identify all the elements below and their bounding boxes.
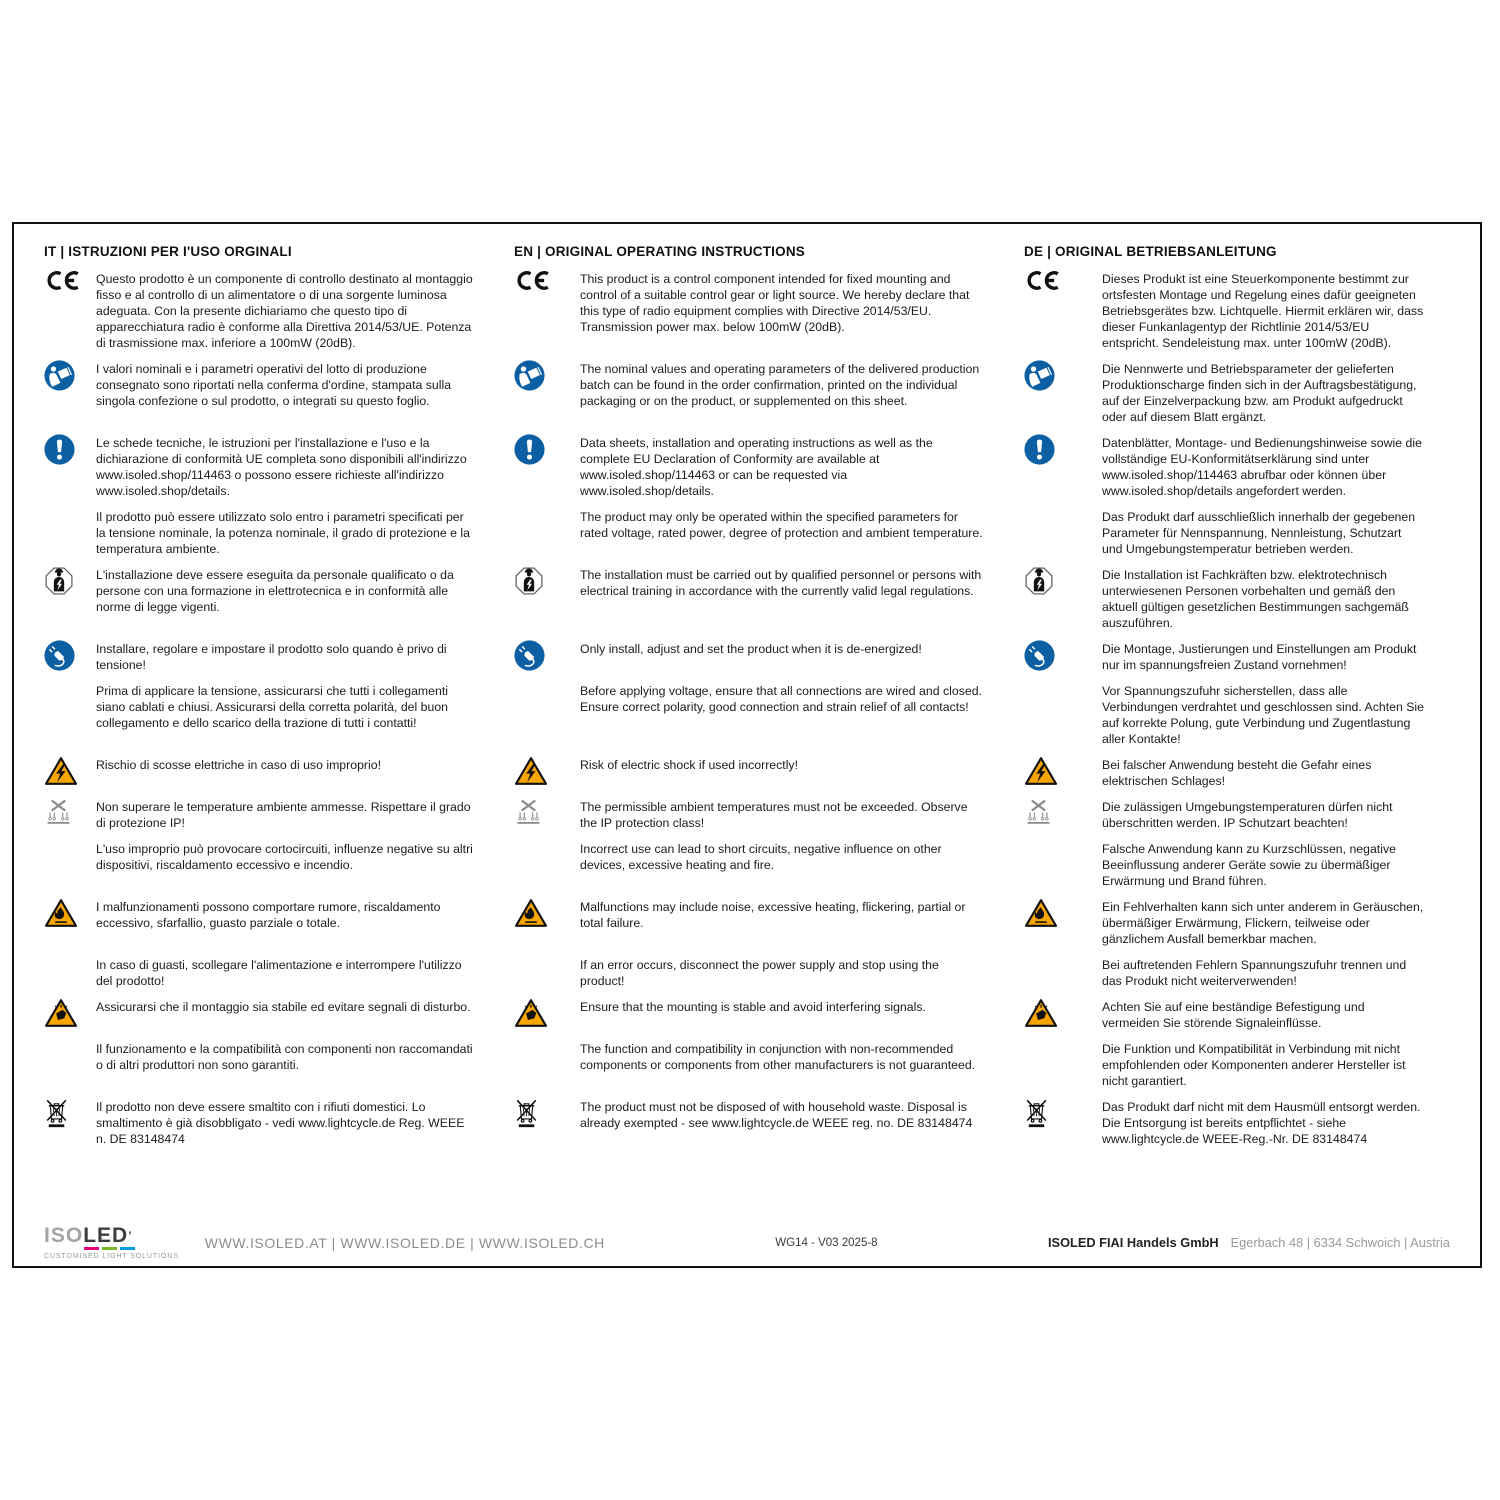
instruction-paragraph (1024, 957, 1424, 999)
temperature-limit-icon (1024, 798, 1102, 825)
instruction-paragraph (1024, 361, 1424, 435)
weee-disposal-icon (1024, 1098, 1102, 1129)
read-manual-icon (44, 360, 96, 391)
paragraph-text: Ensure that the mounting is stable and avoid interfering signals. (580, 1000, 926, 1014)
logo-led-text: LED (83, 1224, 129, 1247)
electric-shock-warning-icon (514, 756, 580, 786)
instruction-paragraph (514, 799, 984, 841)
isoled-logo (44, 1226, 179, 1260)
paragraph-text: Before applying voltage, ensure that all connections are wired and closed. Ensure correct polarity, good connection and strain relief of all contacts! (580, 684, 982, 714)
instruction-paragraph (44, 683, 474, 741)
paragraph-text: This product is a control component intended for fixed mounting and control of a suitable control gear or light source. We hereby declare that this type of radio equipment complies with Directive 2014/53/EU. Transmission power max. below 100mW (20dB). (580, 272, 970, 334)
logo-tick: ’ (128, 1229, 133, 1243)
company-name: ISOLED FIAI Handels GmbH (1047, 1235, 1219, 1250)
paragraph-text: The product may only be operated within the specified parameters for rated voltage, rated power, degree of protection and ambient temperature. (580, 510, 983, 540)
instruction-paragraph (44, 509, 474, 567)
paragraph-text: The nominal values and operating parameters of the delivered production batch can be found in the order confirmation, printed on the individual packaging or on the product, or supplemented on this sheet. (580, 362, 980, 408)
paragraph-text: Only install, adjust and set the product when it is de-energized! (580, 642, 922, 656)
paragraph-text: Datenblätter, Montage- und Bedienungshinweise sowie die vollständige EU-Konformitätserklärung sind unter www.isoled.shop/114463 abrufbar oder können über www.isoled.shop/details angefordert werden. (1102, 436, 1422, 498)
falling-warning-icon (514, 998, 580, 1028)
unplug-power-icon (44, 640, 96, 671)
instruction-paragraph (44, 1041, 474, 1083)
paragraph-text: L'uso improprio può provocare cortocircuiti, influenze negative su altri dispositivi, riscaldamento eccessivo e incendio. (96, 842, 473, 872)
instruction-paragraph (514, 841, 984, 883)
paragraph-text: Die Installation ist Fachkräften bzw. elektrotechnisch unterwiesenen Personen vorbehalten und gemäß den aktuell gültigen gesetzlichen Bestimmungen sachgemäß auszuführen. (1102, 568, 1409, 630)
paragraph-text: Bei falscher Anwendung besteht die Gefahr eines elektrischen Schlages! (1102, 758, 1372, 788)
paragraph-text: L'installazione deve essere eseguita da personale qualificato o da persone con una formazione in elettrotecnica e in conformità alle norme di legge vigenti. (96, 568, 454, 614)
instruction-paragraph (1024, 999, 1424, 1041)
paragraph-text: Il funzionamento e la compatibilità con componenti non raccomandati o di altri produttori non sono garantiti. (96, 1042, 473, 1072)
fire-warning-icon (514, 898, 580, 928)
instruction-paragraph (1024, 1041, 1424, 1099)
paragraph-text: The permissible ambient temperatures must not be exceeded. Observe the IP protection class! (580, 800, 968, 830)
instruction-paragraph (1024, 683, 1424, 757)
paragraph-text: Installare, regolare e impostare il prodotto solo quando è privo di tensione! (96, 642, 447, 672)
weee-disposal-icon (44, 1098, 96, 1129)
logo-color-bars (84, 1247, 179, 1250)
instruction-sheet (12, 222, 1482, 1268)
paragraph-text: Il prodotto può essere utilizzato solo entro i parametri specificati per la tensione nominale, la potenza nominale, il grado di protezione e la temperatura ambiente. (96, 510, 470, 556)
instruction-grid (44, 244, 1450, 1157)
electric-shock-warning-icon (1024, 756, 1102, 786)
instruction-paragraph (44, 567, 474, 625)
paragraph-text: Assicurarsi che il montaggio sia stabile ed evitare segnali di disturbo. (96, 1000, 471, 1014)
column-header-de: DE | ORIGINAL BETRIEBSANLEITUNG (1024, 244, 1277, 259)
paragraph-text: I malfunzionamenti possono comportare rumore, riscaldamento eccessivo, sfarfallio, guasto parziale o totale. (96, 900, 441, 930)
paragraph-text: The function and compatibility in conjunction with non-recommended components or components from other manufacturers is not guaranteed. (580, 1042, 976, 1072)
falling-warning-icon (44, 998, 96, 1028)
ce-mark-icon (514, 270, 580, 291)
paragraph-text: If an error occurs, disconnect the power supply and stop using the product! (580, 958, 939, 988)
electric-shock-warning-icon (44, 756, 96, 786)
instruction-paragraph (514, 999, 984, 1038)
instruction-paragraph (514, 683, 984, 725)
instruction-paragraph (1024, 435, 1424, 509)
attention-icon (44, 434, 96, 465)
instruction-paragraph (514, 641, 984, 681)
instruction-paragraph (514, 271, 984, 345)
logo-iso-text: ISO (44, 1224, 84, 1247)
unplug-power-icon (1024, 640, 1102, 671)
instruction-paragraph (514, 509, 984, 551)
instruction-paragraph (44, 361, 474, 419)
paragraph-text: In caso di guasti, scollegare l'alimentazione e interrompere l'utilizzo del prodotto! (96, 958, 462, 988)
electrician-icon (44, 566, 96, 596)
electrician-icon (514, 566, 580, 596)
instruction-paragraph (1024, 271, 1424, 361)
logo-bar-green (102, 1247, 117, 1250)
temperature-limit-icon (44, 798, 96, 825)
paragraph-text: Malfunctions may include noise, excessive heating, flickering, partial or total failure. (580, 900, 966, 930)
paragraph-text: Dieses Produkt ist eine Steuerkomponente bestimmt zur ortsfesten Montage und Regelung eines dafür geeigneten Betriebsgerätes bzw. Lichtquelle. Hiermit erklären wir, dass dieser Funkanlagentyp der Richtlinie 2014/53/EU entspricht. Sendeleistung max. unter 100mW (20dB). (1102, 272, 1424, 350)
document-code: WG14 - V03 2025-8 (775, 1237, 878, 1249)
paragraph-text: I valori nominali e i parametri operativi del lotto di produzione consegnato sono riportati nella conferma d'ordine, stampata sulla singola confezione o sul prodotto, o integrati su questo foglio. (96, 362, 452, 408)
instruction-paragraph (514, 899, 984, 941)
column-header-it: IT | ISTRUZIONI PER I'USO ORGINALI (44, 244, 292, 259)
footer (44, 1226, 1450, 1260)
instruction-paragraph (514, 757, 984, 796)
column-header-en: EN | ORIGINAL OPERATING INSTRUCTIONS (514, 244, 805, 259)
instruction-paragraph (514, 567, 984, 609)
read-manual-icon (1024, 360, 1102, 391)
instruction-paragraph (1024, 567, 1424, 641)
paragraph-text: Rischio di scosse elettriche in caso di uso improprio! (96, 758, 382, 772)
fire-warning-icon (44, 898, 96, 928)
instruction-paragraph (44, 957, 474, 999)
paragraph-text: Le schede tecniche, le istruzioni per l'installazione e l'uso e la dichiarazione di conformità UE completa sono disponibili all'indirizzo www.isoled.shop/114463 o possono essere richieste all'indirizzo www.isoled.shop/details. (96, 436, 467, 498)
logo-wordmark (44, 1226, 179, 1246)
instruction-paragraph (1024, 841, 1424, 899)
paragraph-text: Incorrect use can lead to short circuits, negative influence on other devices, excessive heating and fire. (580, 842, 942, 872)
paragraph-text: Die Nennwerte und Betriebsparameter der gelieferten Produktionscharge finden sich in der Auftragsbestätigung, auf der Einzelverpackung bzw. am Produkt aufgedruckt oder auf diesem Blatt ergänzt. (1102, 362, 1417, 424)
falling-warning-icon (1024, 998, 1102, 1028)
logo-tagline: CUSTOMISED LIGHT SOLUTIONS (44, 1253, 179, 1260)
instruction-paragraph (1024, 509, 1424, 567)
unplug-power-icon (514, 640, 580, 671)
logo-bar-blue (120, 1247, 135, 1250)
instruction-paragraph (1024, 899, 1424, 957)
instruction-paragraph (44, 641, 474, 683)
fire-warning-icon (1024, 898, 1102, 928)
paragraph-text: Vor Spannungszufuhr sicherstellen, dass alle Verbindungen verdrahtet und geschlossen sind. Achten Sie auf korrekte Polung, gute Verbindung und Zugentlastung aller Kontakte! (1102, 684, 1424, 746)
website-links: WWW.ISOLED.AT | WWW.ISOLED.DE | WWW.ISOLED.CH (204, 1235, 605, 1251)
instruction-paragraph (514, 1041, 984, 1083)
instruction-paragraph (44, 1099, 474, 1157)
instruction-paragraph (1024, 1099, 1424, 1157)
paragraph-text: Risk of electric shock if used incorrectly! (580, 758, 798, 772)
instruction-paragraph (514, 361, 984, 419)
company-info (1048, 1234, 1450, 1252)
paragraph-text: The product must not be disposed of with household waste. Disposal is already exempted - see www.lightcycle.de WEEE reg. no. DE 83148474 (580, 1100, 973, 1130)
weee-disposal-icon (514, 1098, 580, 1129)
paragraph-text: Il prodotto non deve essere smaltito con i rifiuti domestici. Lo smaltimento è già disobbligato - vedi www.lightcycle.de Reg. WEEE n. DE 83148474 (96, 1100, 465, 1146)
instruction-paragraph (44, 899, 474, 941)
paragraph-text: Bei auftretenden Fehlern Spannungszufuhr trennen und das Produkt nicht weiterverwenden! (1102, 958, 1407, 988)
paragraph-text: Data sheets, installation and operating instructions as well as the complete EU Declaration of Conformity are available at www.isoled.shop/114463 or can be requested via www.isoled.shop/details. (580, 436, 933, 498)
instruction-paragraph (1024, 641, 1424, 683)
paragraph-text: Falsche Anwendung kann zu Kurzschlüssen, negative Beeinflussung anderer Geräte sowie zu übermäßiger Erwärmung und Brand führen. (1102, 842, 1396, 888)
attention-icon (1024, 434, 1102, 465)
instruction-paragraph (44, 271, 474, 361)
paragraph-text: Achten Sie auf eine beständige Befestigung und vermeiden Sie störende Signaleinflüsse. (1102, 1000, 1365, 1030)
company-address: Egerbach 48 | 6334 Schwoich | Austria (1230, 1235, 1450, 1250)
instruction-paragraph (44, 799, 474, 841)
ce-mark-icon (44, 270, 96, 291)
instruction-paragraph (514, 435, 984, 509)
logo-bar-pink (84, 1247, 99, 1250)
paragraph-text: Die Funktion und Kompatibilität in Verbindung mit nicht empfohlenden oder Komponenten anderer Hersteller ist nicht garantiert. (1102, 1042, 1406, 1088)
electrician-icon (1024, 566, 1102, 596)
instruction-paragraph (514, 957, 984, 999)
paragraph-text: Die zulässigen Umgebungstemperaturen dürfen nicht überschritten werden. IP Schutzart beachten! (1102, 800, 1393, 830)
instruction-paragraph (44, 999, 474, 1038)
instruction-paragraph (44, 757, 474, 796)
paragraph-text: Ein Fehlverhalten kann sich unter anderem in Geräuschen, übermäßiger Erwärmung, Flickern, teilweise oder gänzlichem Ausfall bemerkbar machen. (1102, 900, 1424, 946)
ce-mark-icon (1024, 270, 1102, 291)
paragraph-text: Das Produkt darf nicht mit dem Hausmüll entsorgt werden. Die Entsorgung ist bereits entpflichtet - siehe www.lightcycle.de WEEE-Reg.-Nr. DE 83148474 (1102, 1100, 1421, 1146)
instruction-paragraph (1024, 799, 1424, 841)
read-manual-icon (514, 360, 580, 391)
paragraph-text: Non superare le temperature ambiente ammesse. Rispettare il grado di protezione IP! (96, 800, 471, 830)
temperature-limit-icon (514, 798, 580, 825)
instruction-paragraph (44, 435, 474, 509)
instruction-paragraph (514, 1099, 984, 1141)
paragraph-text: Die Montage, Justierungen und Einstellungen am Produkt nur im spannungsfreien Zustand vornehmen! (1102, 642, 1417, 672)
paragraph-text: Questo prodotto è un componente di controllo destinato al montaggio fisso e al controllo di un alimentatore o di una sorgente luminosa adeguata. Con la presente dichiariamo che questo tipo di apparecchiatura radio è conforme alla Direttiva 2014/53/UE. Potenza di trasmissione max. inferiore a 100mW (20dB). (96, 272, 473, 350)
instruction-paragraph (1024, 757, 1424, 799)
paragraph-text: Prima di applicare la tensione, assicurarsi che tutti i collegamenti siano cablati e chiusi. Assicurarsi della corretta polarità, del buon collegamento e dello scarico della trazione di tutti i contatti! (96, 684, 449, 730)
paragraph-text: The installation must be carried out by qualified personnel or persons with electrical training in accordance with the currently valid legal regulations. (580, 568, 982, 598)
instruction-paragraph (44, 841, 474, 883)
attention-icon (514, 434, 580, 465)
paragraph-text: Das Produkt darf ausschließlich innerhalb der gegebenen Parameter für Nennspannung, Nennleistung, Schutzart und Umgebungstemperatur betrieben werden. (1102, 510, 1416, 556)
